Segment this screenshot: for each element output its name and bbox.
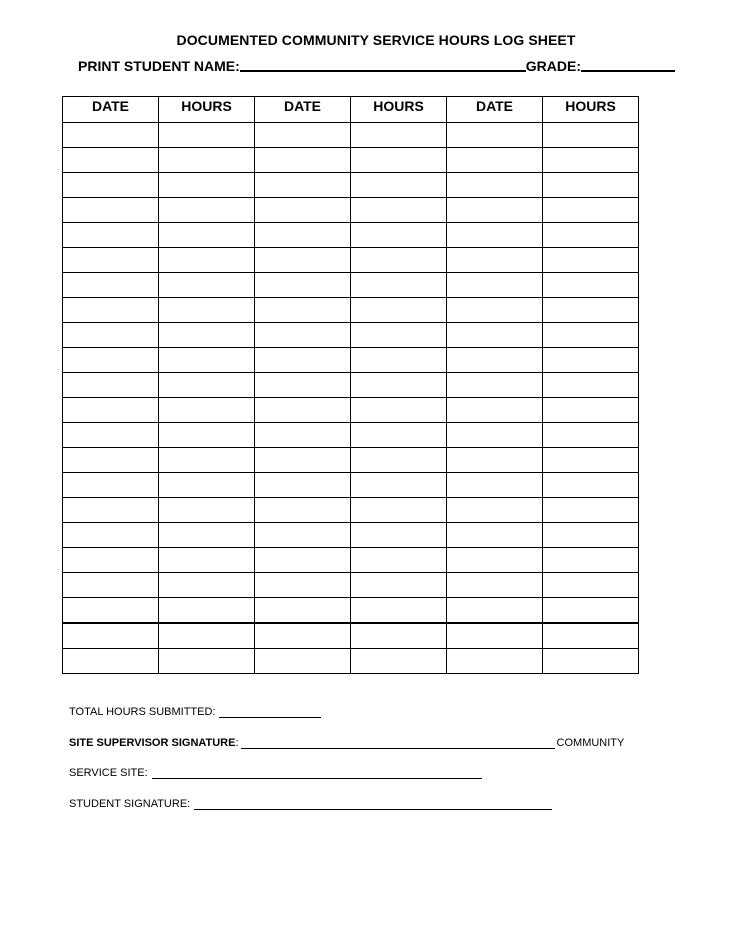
table-row [63, 273, 639, 298]
date-cell[interactable] [447, 173, 543, 198]
date-cell[interactable] [63, 173, 159, 198]
supervisor-signature-label: SITE SUPERVISOR SIGNATURE [69, 737, 236, 749]
table-row [63, 173, 639, 198]
table-row [63, 398, 639, 423]
hours-cell[interactable] [159, 623, 255, 649]
date-cell[interactable] [63, 423, 159, 448]
hours-cell[interactable] [351, 498, 447, 523]
hours-cell[interactable] [159, 473, 255, 498]
hours-cell[interactable] [351, 448, 447, 473]
service-site-label: SERVICE SITE: [69, 767, 148, 779]
date-cell[interactable] [255, 173, 351, 198]
hours-cell[interactable] [351, 573, 447, 598]
table-row [63, 373, 639, 398]
hours-cell[interactable] [351, 473, 447, 498]
total-hours-label: TOTAL HOURS SUBMITTED: [69, 706, 216, 718]
hours-cell[interactable] [351, 123, 447, 148]
hours-cell[interactable] [351, 173, 447, 198]
hours-cell[interactable] [543, 173, 639, 198]
hours-cell[interactable] [543, 148, 639, 173]
hours-cell[interactable] [159, 548, 255, 573]
date-cell[interactable] [447, 123, 543, 148]
hours-cell[interactable] [351, 548, 447, 573]
hours-cell[interactable] [159, 273, 255, 298]
total-hours-row [69, 706, 321, 718]
column-header-date: DATE [63, 97, 159, 123]
date-cell[interactable] [255, 273, 351, 298]
date-cell[interactable] [447, 198, 543, 223]
hours-cell[interactable] [351, 348, 447, 373]
column-header-hours: HOURS [543, 97, 639, 123]
date-cell[interactable] [63, 373, 159, 398]
hours-cell[interactable] [351, 323, 447, 348]
column-header-date: DATE [255, 97, 351, 123]
date-cell[interactable] [447, 523, 543, 548]
hours-cell[interactable] [159, 223, 255, 248]
date-cell[interactable] [63, 649, 159, 674]
hours-cell[interactable] [159, 298, 255, 323]
hours-cell[interactable] [543, 298, 639, 323]
date-cell[interactable] [255, 148, 351, 173]
hours-cell[interactable] [159, 248, 255, 273]
hours-cell[interactable] [159, 198, 255, 223]
column-header-hours: HOURS [159, 97, 255, 123]
grade-blank[interactable] [581, 56, 675, 72]
date-cell[interactable] [63, 498, 159, 523]
supervisor-colon: : [235, 737, 239, 749]
date-cell[interactable] [447, 373, 543, 398]
date-cell[interactable] [255, 373, 351, 398]
hours-cell[interactable] [543, 123, 639, 148]
date-cell[interactable] [63, 523, 159, 548]
table-row [63, 498, 639, 523]
date-cell[interactable] [447, 598, 543, 624]
date-cell[interactable] [63, 473, 159, 498]
hours-cell[interactable] [159, 598, 255, 624]
hours-cell[interactable] [543, 198, 639, 223]
table-row [63, 298, 639, 323]
date-cell[interactable] [447, 148, 543, 173]
table-row [63, 248, 639, 273]
date-cell[interactable] [255, 523, 351, 548]
hours-cell[interactable] [351, 223, 447, 248]
column-header-date: DATE [447, 97, 543, 123]
hours-cell[interactable] [543, 423, 639, 448]
supervisor-signature-blank[interactable] [241, 738, 555, 749]
date-cell[interactable] [63, 323, 159, 348]
table-row [63, 448, 639, 473]
hours-cell[interactable] [351, 623, 447, 649]
date-cell[interactable] [255, 498, 351, 523]
student-signature-blank[interactable] [194, 799, 552, 810]
column-header-hours: HOURS [351, 97, 447, 123]
hours-cell[interactable] [351, 298, 447, 323]
table-row [63, 523, 639, 548]
table-row [63, 198, 639, 223]
date-cell[interactable] [63, 123, 159, 148]
table-header-row [63, 97, 639, 123]
date-cell[interactable] [447, 248, 543, 273]
hours-cell[interactable] [543, 448, 639, 473]
date-cell[interactable] [63, 198, 159, 223]
hours-cell[interactable] [159, 423, 255, 448]
date-cell[interactable] [255, 548, 351, 573]
table-row [63, 323, 639, 348]
hours-cell[interactable] [543, 323, 639, 348]
service-site-blank[interactable] [152, 768, 482, 779]
student-name-label: PRINT STUDENT NAME: [78, 58, 240, 74]
date-cell[interactable] [63, 348, 159, 373]
hours-cell[interactable] [543, 248, 639, 273]
hours-cell[interactable] [543, 649, 639, 674]
community-label: COMMUNITY [556, 737, 625, 749]
table-row [63, 123, 639, 148]
date-cell[interactable] [447, 348, 543, 373]
table-row [63, 348, 639, 373]
date-cell[interactable] [63, 448, 159, 473]
date-cell[interactable] [447, 273, 543, 298]
table-row [63, 148, 639, 173]
hours-cell[interactable] [543, 348, 639, 373]
hours-cell[interactable] [351, 523, 447, 548]
hours-cell[interactable] [351, 598, 447, 624]
date-cell[interactable] [447, 623, 543, 649]
hours-cell[interactable] [159, 373, 255, 398]
student-signature-label: STUDENT SIGNATURE: [69, 798, 191, 810]
date-cell[interactable] [63, 573, 159, 598]
grade-label: GRADE: [525, 58, 582, 74]
date-cell[interactable] [63, 623, 159, 649]
date-cell[interactable] [255, 348, 351, 373]
hours-cell[interactable] [543, 273, 639, 298]
date-cell[interactable] [255, 623, 351, 649]
date-cell[interactable] [255, 573, 351, 598]
student-name-row [78, 56, 675, 74]
hours-cell[interactable] [159, 123, 255, 148]
hours-cell[interactable] [543, 498, 639, 523]
hours-cell[interactable] [543, 623, 639, 649]
table-row [63, 623, 639, 649]
table-row [63, 473, 639, 498]
hours-cell[interactable] [543, 473, 639, 498]
hours-cell[interactable] [159, 348, 255, 373]
service-site-row [69, 767, 482, 779]
date-cell[interactable] [447, 573, 543, 598]
hours-cell[interactable] [351, 273, 447, 298]
date-cell[interactable] [447, 298, 543, 323]
date-cell[interactable] [63, 148, 159, 173]
hours-cell[interactable] [351, 398, 447, 423]
date-cell[interactable] [255, 248, 351, 273]
date-cell[interactable] [447, 398, 543, 423]
table-row [63, 649, 639, 674]
hours-cell[interactable] [543, 223, 639, 248]
date-cell[interactable] [255, 398, 351, 423]
hours-log-table [62, 96, 639, 674]
hours-cell[interactable] [543, 573, 639, 598]
date-cell[interactable] [447, 498, 543, 523]
table-row [63, 223, 639, 248]
hours-cell[interactable] [159, 323, 255, 348]
date-cell[interactable] [255, 298, 351, 323]
student-signature-row [69, 798, 552, 810]
hours-cell[interactable] [543, 598, 639, 624]
hours-cell[interactable] [159, 523, 255, 548]
hours-cell[interactable] [543, 398, 639, 423]
date-cell[interactable] [447, 548, 543, 573]
page-title: DOCUMENTED COMMUNITY SERVICE HOURS LOG SHEET [176, 32, 576, 48]
date-cell[interactable] [255, 423, 351, 448]
hours-cell[interactable] [351, 248, 447, 273]
date-cell[interactable] [255, 649, 351, 674]
date-cell[interactable] [63, 223, 159, 248]
date-cell[interactable] [63, 598, 159, 624]
date-cell[interactable] [255, 448, 351, 473]
supervisor-signature-row [69, 737, 624, 749]
table-row [63, 573, 639, 598]
hours-cell[interactable] [159, 173, 255, 198]
total-hours-blank[interactable] [219, 707, 321, 718]
table-row [63, 548, 639, 573]
hours-cell[interactable] [351, 649, 447, 674]
date-cell[interactable] [255, 223, 351, 248]
student-name-blank[interactable] [240, 56, 526, 72]
hours-cell[interactable] [159, 148, 255, 173]
date-cell[interactable] [255, 598, 351, 624]
hours-cell[interactable] [351, 198, 447, 223]
hours-cell[interactable] [159, 649, 255, 674]
date-cell[interactable] [447, 473, 543, 498]
date-cell[interactable] [63, 548, 159, 573]
hours-cell[interactable] [351, 373, 447, 398]
hours-cell[interactable] [543, 523, 639, 548]
date-cell[interactable] [255, 198, 351, 223]
hours-cell[interactable] [159, 448, 255, 473]
date-cell[interactable] [63, 248, 159, 273]
hours-cell[interactable] [351, 423, 447, 448]
date-cell[interactable] [447, 649, 543, 674]
table-row [63, 598, 639, 624]
hours-cell[interactable] [159, 398, 255, 423]
date-cell[interactable] [447, 448, 543, 473]
hours-cell[interactable] [159, 573, 255, 598]
date-cell[interactable] [63, 398, 159, 423]
hours-cell[interactable] [159, 498, 255, 523]
date-cell[interactable] [63, 298, 159, 323]
date-cell[interactable] [255, 323, 351, 348]
date-cell[interactable] [447, 323, 543, 348]
date-cell[interactable] [447, 223, 543, 248]
hours-cell[interactable] [543, 548, 639, 573]
table-row [63, 423, 639, 448]
date-cell[interactable] [447, 423, 543, 448]
hours-cell[interactable] [543, 373, 639, 398]
date-cell[interactable] [63, 273, 159, 298]
date-cell[interactable] [255, 473, 351, 498]
table-body [63, 123, 639, 674]
date-cell[interactable] [255, 123, 351, 148]
hours-cell[interactable] [351, 148, 447, 173]
